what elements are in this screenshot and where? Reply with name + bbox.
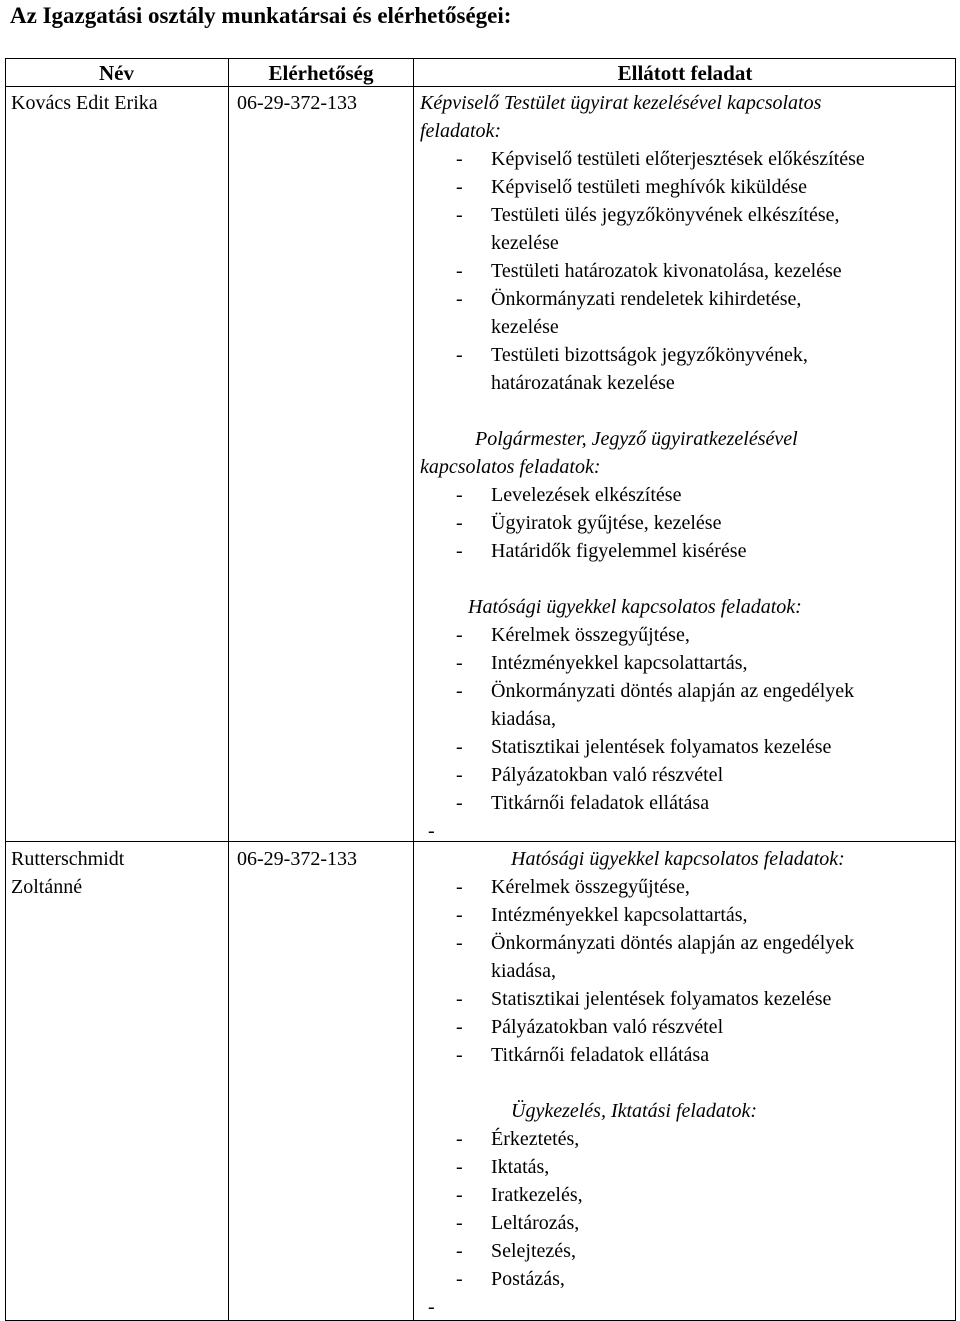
employee-name: Kovács Edit Erika xyxy=(11,92,158,114)
column-divider xyxy=(413,58,414,1321)
task-item-continuation: kiadása, xyxy=(491,960,556,982)
task-item: Selejtezés, xyxy=(491,1240,576,1262)
task-item-continuation: kezelése xyxy=(491,232,559,254)
header-tasks: Ellátott feladat xyxy=(617,61,753,85)
task-item: Pályázatokban való részvétel xyxy=(491,764,724,786)
bullet-dash: - xyxy=(456,512,463,534)
employee-name: Zoltánné xyxy=(11,876,83,898)
header-contact: Elérhetőség xyxy=(268,61,374,85)
bullet-dash: - xyxy=(456,204,463,226)
bullet-dash: - xyxy=(456,736,463,758)
row-divider xyxy=(5,841,956,842)
task-item: Kérelmek összegyűjtése, xyxy=(491,624,690,646)
task-item: Határidők figyelemmel kisérése xyxy=(491,540,747,562)
task-item: Intézményekkel kapcsolattartás, xyxy=(491,904,748,926)
bullet-dash: - xyxy=(456,1044,463,1066)
trailing-dash: - xyxy=(428,1296,435,1318)
section-heading: kapcsolatos feladatok: xyxy=(420,456,601,478)
bullet-dash: - xyxy=(456,1240,463,1262)
bullet-dash: - xyxy=(456,1156,463,1178)
employee-name: Rutterschmidt xyxy=(11,848,125,870)
section-heading: feladatok: xyxy=(420,120,502,142)
section-heading: Hatósági ügyekkel kapcsolatos feladatok: xyxy=(468,596,802,618)
task-item-continuation: kezelése xyxy=(491,316,559,338)
bullet-dash: - xyxy=(456,764,463,786)
column-divider xyxy=(228,58,229,1321)
bullet-dash: - xyxy=(456,792,463,814)
task-item: Képviselő testületi előterjesztések előkészítése xyxy=(491,148,865,170)
bullet-dash: - xyxy=(456,1128,463,1150)
bullet-dash: - xyxy=(456,176,463,198)
header-name: Név xyxy=(99,61,134,85)
task-item: Titkárnői feladatok ellátása xyxy=(491,792,710,814)
bullet-dash: - xyxy=(456,876,463,898)
bullet-dash: - xyxy=(456,1184,463,1206)
task-item: Titkárnői feladatok ellátása xyxy=(491,1044,710,1066)
bullet-dash: - xyxy=(456,652,463,674)
employee-phone: 06-29-372-133 xyxy=(237,848,357,870)
trailing-dash: - xyxy=(428,820,435,842)
bullet-dash: - xyxy=(456,624,463,646)
task-item: Pályázatokban való részvétel xyxy=(491,1016,724,1038)
bullet-dash: - xyxy=(456,344,463,366)
task-item: Ügyiratok gyűjtése, kezelése xyxy=(491,512,722,534)
bullet-dash: - xyxy=(456,988,463,1010)
task-item: Leltározás, xyxy=(491,1212,580,1234)
task-item: Testületi ülés jegyzőkönyvének elkészítése, xyxy=(491,204,840,226)
section-heading: Polgármester, Jegyző ügyiratkezelésével xyxy=(475,428,798,450)
bullet-dash: - xyxy=(456,1016,463,1038)
task-item: Intézményekkel kapcsolattartás, xyxy=(491,652,748,674)
header-divider xyxy=(5,86,956,87)
task-item: Postázás, xyxy=(491,1268,565,1290)
bullet-dash: - xyxy=(456,288,463,310)
task-item: Iratkezelés, xyxy=(491,1184,583,1206)
task-item: Önkormányzati döntés alapján az engedélyek xyxy=(491,932,855,954)
task-item: Érkeztetés, xyxy=(491,1128,580,1150)
bullet-dash: - xyxy=(456,484,463,506)
bullet-dash: - xyxy=(456,1212,463,1234)
task-item: Iktatás, xyxy=(491,1156,550,1178)
bullet-dash: - xyxy=(456,148,463,170)
page-title: Az Igazgatási osztály munkatársai és elérhetőségei: xyxy=(10,3,512,28)
section-heading: Hatósági ügyekkel kapcsolatos feladatok: xyxy=(511,848,845,870)
task-item: Önkormányzati döntés alapján az engedélyek xyxy=(491,680,855,702)
bullet-dash: - xyxy=(456,260,463,282)
bullet-dash: - xyxy=(456,904,463,926)
task-item: Levelezések elkészítése xyxy=(491,484,682,506)
employee-phone: 06-29-372-133 xyxy=(237,92,357,114)
task-item: Testületi bizottságok jegyzőkönyvének, xyxy=(491,344,808,366)
task-item: Statisztikai jelentések folyamatos kezelése xyxy=(491,988,832,1010)
task-item: Testületi határozatok kivonatolása, kezelése xyxy=(491,260,842,282)
section-heading: Ügykezelés, Iktatási feladatok: xyxy=(511,1100,758,1122)
task-item: Önkormányzati rendeletek kihirdetése, xyxy=(491,288,802,310)
task-item: Kérelmek összegyűjtése, xyxy=(491,876,690,898)
section-heading: Képviselő Testület ügyirat kezelésével kapcsolatos xyxy=(420,92,822,114)
bullet-dash: - xyxy=(456,932,463,954)
task-item: Képviselő testületi meghívók kiküldése xyxy=(491,176,808,198)
task-item: Statisztikai jelentések folyamatos kezelése xyxy=(491,736,832,758)
task-item-continuation: kiadása, xyxy=(491,708,556,730)
bullet-dash: - xyxy=(456,540,463,562)
bullet-dash: - xyxy=(456,680,463,702)
task-item-continuation: határozatának kezelése xyxy=(491,372,675,394)
bullet-dash: - xyxy=(456,1268,463,1290)
